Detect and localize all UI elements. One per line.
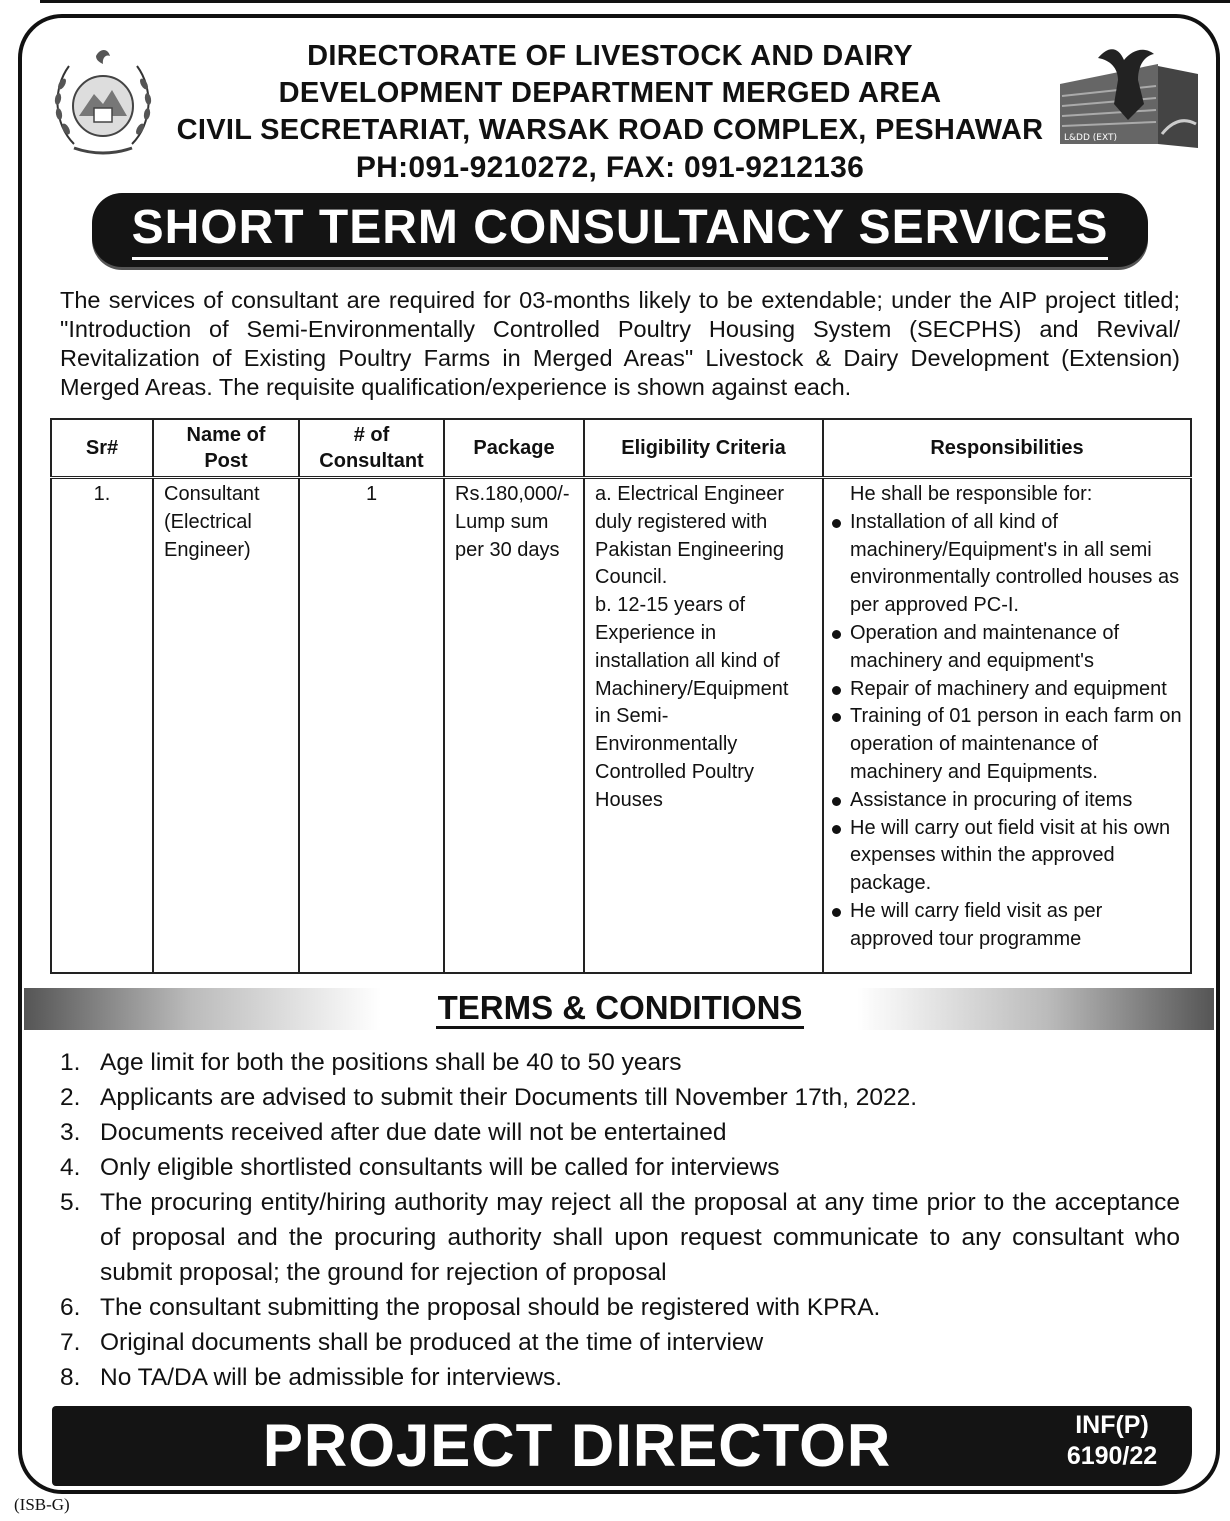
bullet-icon <box>832 630 841 639</box>
list-item: 5. The procuring entity/hiring authority may reject all the proposal at any time prior to the acceptance of proposal and the procuring authority shall upon request communicate to any consultant who submit proposal; the ground for rejection of proposal <box>60 1189 1180 1286</box>
list-item: 7. Original documents shall be produced at the time of interview <box>60 1329 764 1356</box>
cell-sr: 1. <box>51 478 153 974</box>
source-tag: (ISB-G) <box>14 1495 70 1514</box>
header-line-1: DIRECTORATE OF LIVESTOCK AND DAIRY <box>307 40 913 72</box>
consultancy-table <box>50 418 1192 974</box>
list-item: 1. Age limit for both the positions shall be 40 to 50 years <box>60 1049 682 1076</box>
ladd-logo-icon <box>1058 44 1204 154</box>
list-item: Installation of all kind of machinery/Equipment's in all semi environmentally controlled houses as per approved PC-I. <box>832 509 1184 620</box>
cell-post: Consultant (Electrical Engineer) <box>153 478 299 974</box>
bullet-icon <box>832 686 841 695</box>
list-item: 8. No TA/DA will be admissible for interviews. <box>60 1364 563 1391</box>
list-item: 6. The consultant submitting the proposal should be registered with KPRA. <box>60 1294 881 1321</box>
terms-list <box>60 1045 1180 1395</box>
signatory-title: PROJECT DIRECTOR <box>262 1412 892 1479</box>
cell-responsibilities <box>823 478 1191 974</box>
office-header <box>160 38 1060 186</box>
cell-package: Rs.180,000/- Lump sum per 30 days <box>444 478 584 974</box>
header-responsibilities: Responsibilities <box>823 419 1191 478</box>
footer-banner <box>52 1406 1192 1486</box>
ladd-logo-text: L&DD (EXT) <box>1064 133 1117 143</box>
terms-title: TERMS & CONDITIONS <box>0 988 1230 1028</box>
header-line-2: DEVELOPMENT DEPARTMENT MERGED AREA <box>278 77 942 109</box>
bullet-icon <box>832 519 841 528</box>
list-item: Training of 01 person in each farm on operation of maintenance of machinery and Equipments. <box>832 703 1184 786</box>
list-item: Repair of machinery and equipment <box>832 676 1184 704</box>
header-package: Package <box>444 419 584 478</box>
list-item: He will carry field visit as per approved tour programme <box>832 898 1184 954</box>
top-rule <box>40 0 1230 3</box>
cell-count: 1 <box>299 478 444 974</box>
bullet-icon <box>832 713 841 722</box>
bullet-icon <box>832 908 841 917</box>
header-post: Name of Post <box>153 419 299 478</box>
table-row <box>51 478 1191 974</box>
header-count: # of Consultant <box>299 419 444 478</box>
title-banner <box>92 193 1148 267</box>
list-item: 2. Applicants are advised to submit their Documents till November 17th, 2022. <box>60 1084 918 1111</box>
inf-code: INF(P) 6190/22 <box>1066 1411 1158 1470</box>
list-item: 4. Only eligible shortlisted consultants will be called for interviews <box>60 1154 780 1181</box>
bullet-icon <box>832 797 841 806</box>
list-item: 3. Documents received after due date will not be entertained <box>60 1119 727 1146</box>
header-sr: Sr# <box>51 419 153 478</box>
government-emblem-icon <box>44 44 162 162</box>
banner-title: SHORT TERM CONSULTANCY SERVICES <box>132 199 1109 260</box>
responsibilities-list <box>832 509 1184 954</box>
header-line-3: CIVIL SECRETARIAT, WARSAK ROAD COMPLEX, PESHAWAR <box>176 114 1044 146</box>
cell-eligibility: a. Electrical Engineer duly registered with Pakistan Engineering Council. b. 12-15 years of Experience in installation all kind of Machinery/Equipment in Semi- Environmentally Controlled Poultry Houses <box>584 478 823 974</box>
list-item: Operation and maintenance of machinery and equipment's <box>832 620 1184 676</box>
header-eligibility: Eligibility Criteria <box>584 419 823 478</box>
list-item: He will carry out field visit at his own expenses within the approved package. <box>832 815 1184 898</box>
intro-paragraph: The services of consultant are required for 03-months likely to be extendable; under the AIP project titled; "Introduction of Semi-Environmentally Controlled Poultry Housing System (SECPHS) and Revival/ Revitalization of Existing Poultry Farms in Merged Areas" Livestock & Dairy Development (Extension) Merged Areas. The requisite qualification/experience is shown against each. <box>60 287 1180 400</box>
table-header-row <box>51 419 1191 478</box>
list-item: Assistance in procuring of items <box>832 787 1184 815</box>
phone-fax-line: PH:091-9210272, FAX: 091-9212136 <box>355 151 865 184</box>
responsibilities-intro: He shall be responsible for: <box>850 483 1093 505</box>
bullet-icon <box>832 825 841 834</box>
